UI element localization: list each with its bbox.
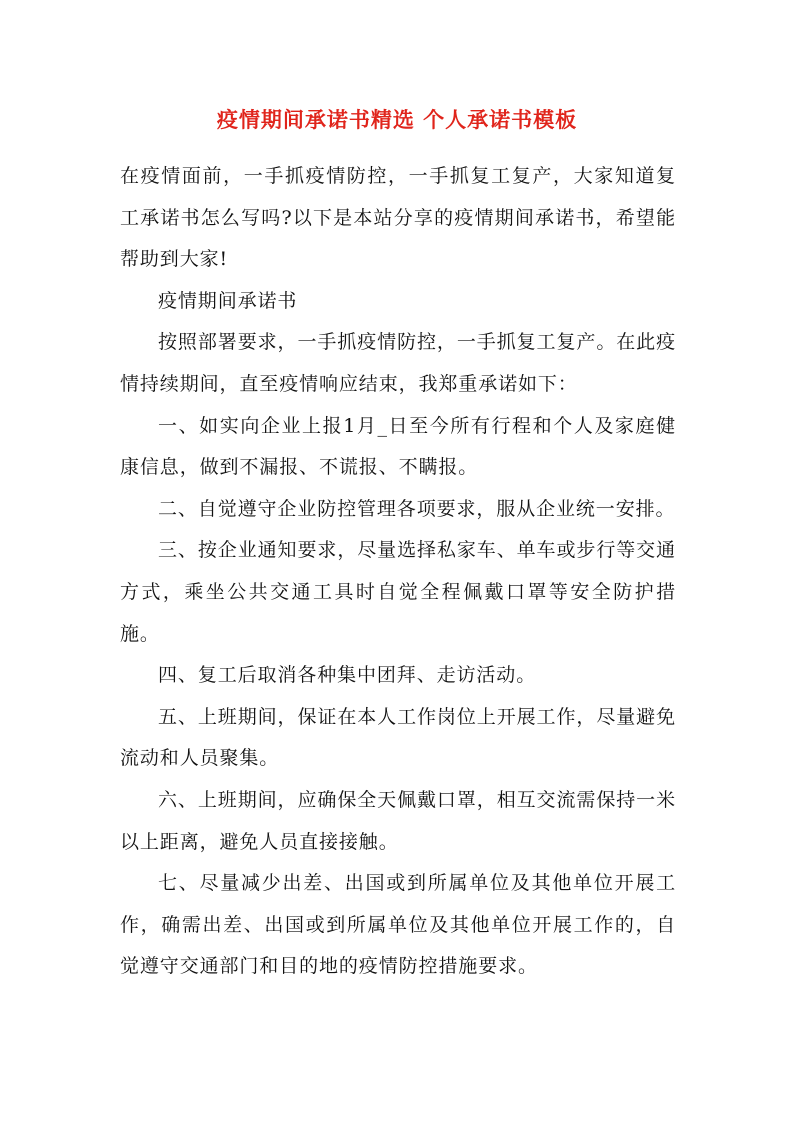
section-heading: 疫情期间承诺书 [158, 289, 298, 312]
commitment-item-7: 七、尽量减少出差、出国或到所属单位及其他单位开展工作，确需出差、出国或到所属单位及其他单位开展工作的，自觉遵守交通部门和目的地的疫情防控措施要求。 [120, 872, 676, 978]
commitment-item-2: 二、自觉遵守企业防控管理各项要求，服从企业统一安排。 [158, 497, 676, 520]
document-title: 疫情期间承诺书精选 个人承诺书模板 [216, 107, 578, 132]
commitment-item-5: 五、上班期间，保证在本人工作岗位上开展工作，尽量避免流动和人员聚集。 [120, 705, 676, 770]
commitment-item-1: 一、如实向企业上报1月_日至今所有行程和个人及家庭健康信息，做到不漏报、不谎报、不瞒报。 [120, 414, 676, 479]
commitment-item-4: 四、复工后取消各种集中团拜、走访活动。 [158, 664, 537, 687]
document-body [120, 156, 676, 988]
commitment-item-3: 三、按企业通知要求，尽量选择私家车、单车或步行等交通方式，乘坐公共交通工具时自觉全程佩戴口罩等安全防护措施。 [120, 539, 676, 645]
paragraph-preamble: 按照部署要求，一手抓疫情防控，一手抓复工复产。在此疫情持续期间，直至疫情响应结束，我郑重承诺如下： [120, 331, 676, 395]
intro-paragraph: 在疫情面前，一手抓疫情防控，一手抓复工复产，大家知道复工承诺书怎么写吗?以下是本站分享的疫情期间承诺书，希望能帮助到大家! [120, 165, 676, 271]
commitment-item-6: 六、上班期间，应确保全天佩戴口罩，相互交流需保持一米以上距离，避免人员直接接触。 [120, 788, 676, 853]
